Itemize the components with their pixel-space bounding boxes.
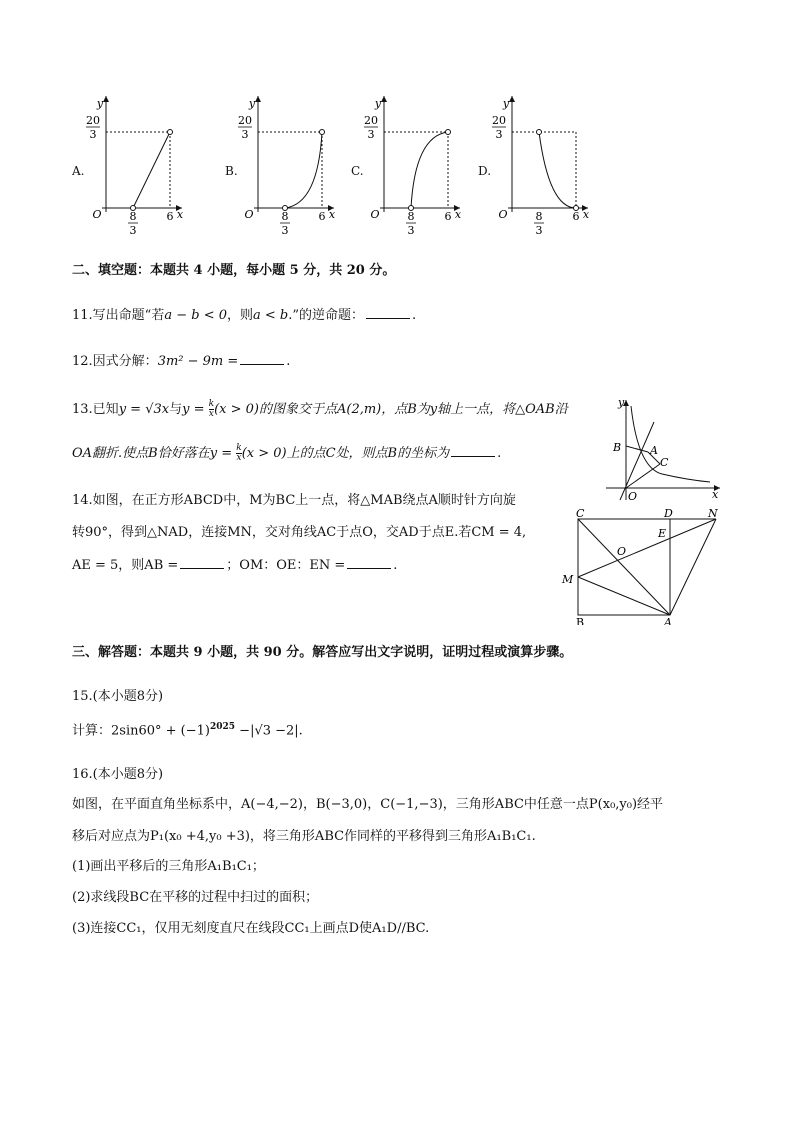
question-16-sub1: (1)画出平移后的三角形A₁B₁C₁； <box>72 859 265 874</box>
q13-fig-a: A <box>650 444 658 457</box>
graph-b-curve <box>285 132 322 208</box>
q14-line3-a: AE = 5，则AB = <box>72 558 179 573</box>
graph-c-x-label: x <box>454 208 462 221</box>
graph-d-curve <box>539 132 576 208</box>
graph-a-curve <box>133 132 170 208</box>
q14-fig-o: O <box>617 545 627 558</box>
graph-d-endpoint-open-1 <box>537 130 542 135</box>
q13-frac-num: k <box>208 399 215 409</box>
graph-a-origin-label: O <box>92 208 102 221</box>
q13-frac2-num: k <box>236 443 242 453</box>
option-b-label: B. <box>225 164 238 178</box>
graph-a-endpoint-open-2 <box>168 130 173 135</box>
q14-end: . <box>393 558 398 573</box>
section2-title: 二、填空题：本题共 4 小题，每小题 5 分，共 20 分。 <box>72 263 396 278</box>
q13-frac2-den: x <box>236 453 242 463</box>
question-16-sub3: (3)连接CC₁，仅用无刻度直尺在线段CC₁上画点D使A₁D//BC. <box>72 921 430 936</box>
question-16-sub2: (2)求线段BC在平移的过程中扫过的面积； <box>72 890 319 905</box>
q12-expr: 3m² − 9m = <box>157 354 239 369</box>
q15-tail: −|√3 −2|. <box>235 723 303 739</box>
q11-answer-blank[interactable] <box>366 306 410 319</box>
graph-b-top-frac-den: 3 <box>241 128 249 141</box>
graph-c-bot-frac-den: 3 <box>407 224 415 237</box>
q12-answer-blank[interactable] <box>240 352 284 365</box>
option-a-label: A. <box>72 164 85 178</box>
graphs-svg <box>60 92 620 242</box>
question-13-line1 <box>72 400 568 419</box>
graph-c-endpoint-open-2 <box>446 130 451 135</box>
graph-a-x-label: x <box>176 208 184 221</box>
q13-fig-b: B <box>613 441 622 454</box>
graph-d-bot-frac-num: 8 <box>535 210 543 223</box>
graph-a-top-frac-den: 3 <box>89 128 97 141</box>
graph-a-top-frac-num: 20 <box>86 114 100 127</box>
graph-c-origin-label: O <box>370 208 380 221</box>
q14-line3-b: ；OM：OE：EN = <box>226 558 346 573</box>
option-graphs <box>60 92 620 242</box>
graph-b-endpoint-open-2 <box>320 130 325 135</box>
q14-fig-a: A <box>664 616 672 625</box>
q13-text-c: 与 <box>169 402 183 417</box>
q13-frac-den: x <box>208 409 214 419</box>
graph-d-y-arrow <box>509 96 515 102</box>
graph-c-curve <box>411 132 448 208</box>
q11-suffix: .”的逆命题： <box>288 308 365 323</box>
graph-b-origin-label: O <box>244 208 254 221</box>
graph-d-x-label: x <box>582 208 590 221</box>
q14-answer-blank-2[interactable] <box>347 556 391 569</box>
graph-c-y-arrow <box>381 96 387 102</box>
q13-fig-o: O <box>628 490 638 502</box>
q14-fig-b: B <box>576 616 585 625</box>
graph-d-top-frac-num: 20 <box>492 114 506 127</box>
question-13-line2 <box>72 444 501 463</box>
q13-answer-blank[interactable] <box>451 444 495 457</box>
question-14-line2: 转90°，得到△NAD，连接MN，交对角线AC于点O，交AD于点E.若CM = 4, <box>72 525 527 540</box>
question-16-line2: 移后对应点为P₁(x₀ +4,y₀ +3)，将三角形ABC作同样的平移得到三角形A₁B₁C₁. <box>72 829 536 844</box>
q13-line2-a: OA翻折.使点B恰好落在y = <box>72 446 237 461</box>
q15-exponent: 2025 <box>209 722 236 732</box>
q13-expr-e: (x > 0)的图象交于点A(2,m)，点B为y轴上一点，将△OAB沿 <box>214 402 568 417</box>
graph-a-bot-frac-den: 3 <box>129 224 137 237</box>
graph-c-top-frac-num: 20 <box>364 114 378 127</box>
q14-fig-d: D <box>664 507 673 520</box>
question-12 <box>72 352 290 371</box>
q13-fig-y: y <box>618 396 625 409</box>
q13-fig-x: x <box>712 488 719 501</box>
option-d-label: D. <box>478 164 492 178</box>
graph-a-six-label: 6 <box>166 210 174 223</box>
q12-end: . <box>286 354 291 369</box>
graph-a-y-label: y <box>96 97 104 110</box>
q13-fig-c: C <box>660 456 669 469</box>
q15-body-text: 计算：2sin60° + (−1) <box>72 723 210 739</box>
q14-figure <box>560 505 730 625</box>
q11-prefix: 11.写出命题“若 <box>72 308 165 323</box>
section3-title: 三、解答题：本题共 9 小题，共 90 分。解答应写出文字说明，证明过程或演算步骤。 <box>72 645 573 660</box>
q11-end: . <box>412 308 417 323</box>
q11-expr1: a − b < 0 <box>164 308 227 323</box>
q13-line2-b: (x > 0)上的点C处，则点B的坐标为 <box>241 446 450 461</box>
q13-figure <box>598 394 728 502</box>
graph-d-origin-label: O <box>498 208 508 221</box>
graph-c-bot-frac-num: 8 <box>407 210 415 223</box>
graph-b-y-label: y <box>248 97 256 110</box>
graph-b-bot-frac-den: 3 <box>281 224 289 237</box>
graph-d-bot-frac-den: 3 <box>535 224 543 237</box>
graph-d-y-label: y <box>502 97 510 110</box>
graph-d-top-frac-den: 3 <box>495 128 503 141</box>
question-15-head: 15.(本小题8分) <box>72 689 164 704</box>
q13-text-a: 13.已知 <box>72 402 119 417</box>
question-16-line1: 如图，在平面直角坐标系中，A(−4,−2)，B(−3,0)，C(−1,−3)，三角形ABC中任意一点P(x₀,y₀)经平 <box>72 797 664 812</box>
question-11 <box>72 306 416 325</box>
graph-a-y-arrow <box>103 96 109 102</box>
graph-b-x-label: x <box>328 208 336 221</box>
graph-b-bot-frac-num: 8 <box>281 210 289 223</box>
question-14-line1: 14.如图，在正方形ABCD中，M为BC上一点，将△MAB绕点A顺时针方向旋 <box>72 493 516 508</box>
q14-answer-blank-1[interactable] <box>180 556 224 569</box>
graph-d-six-label: 6 <box>572 210 580 223</box>
q14-fig-m: M <box>562 573 574 586</box>
q14-fig-c: C <box>576 507 585 520</box>
question-14-line3 <box>72 556 397 575</box>
q13-expr-d: y = <box>182 402 209 417</box>
graph-c-y-label: y <box>374 97 382 110</box>
q13-end: . <box>497 446 502 461</box>
q11-expr2: a < b <box>253 308 289 323</box>
q13-expr-b: y = √3x <box>118 402 170 417</box>
q14-fig-e: E <box>658 527 667 540</box>
graph-a-bot-frac-num: 8 <box>129 210 137 223</box>
graph-b-y-arrow <box>255 96 261 102</box>
graph-c-top-frac-den: 3 <box>367 128 375 141</box>
graph-b-top-frac-num: 20 <box>238 114 252 127</box>
q11-mid: ，则 <box>227 308 254 323</box>
question-16-head: 16.(本小题8分) <box>72 767 164 782</box>
graph-b-six-label: 6 <box>318 210 326 223</box>
q12-prefix: 12.因式分解： <box>72 354 158 369</box>
option-c-label: C. <box>351 164 364 178</box>
graph-c-six-label: 6 <box>444 210 452 223</box>
question-15-body <box>72 718 303 740</box>
q14-fig-n: N <box>708 507 718 520</box>
